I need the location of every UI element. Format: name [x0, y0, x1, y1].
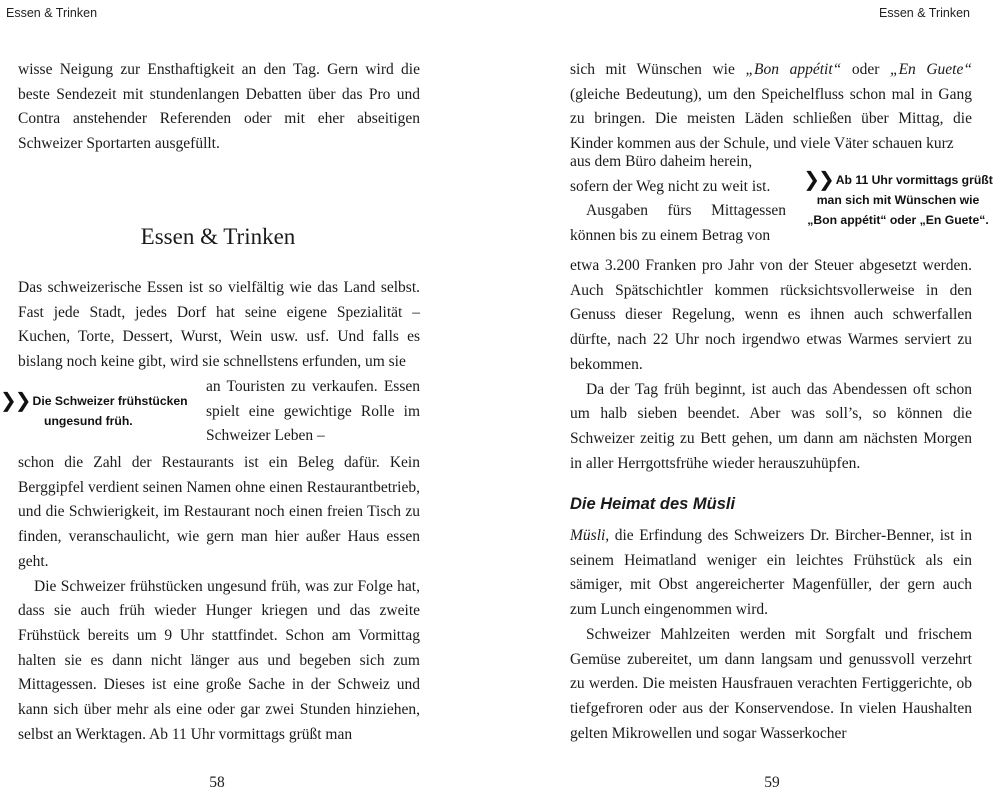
paragraph-1-wrap	[206, 375, 420, 449]
right-page	[500, 0, 1000, 800]
italic-phrase: „En Guete“	[889, 61, 972, 78]
paragraph: an Touristen zu verkaufen. Essen spielt eine gewichtige Rolle im Schweizer Leben –	[206, 378, 420, 445]
text-run: sich mit Wünschen wie	[570, 61, 746, 78]
paragraph: Schweizer Mahlzeiten werden mit Sorgfalt und frischem Gemüse zubereitet, um dann langsam und genussvoll verzehrt zu werden. Die meisten Hausfrauen verachten Fertiggerichte, ob tiefgefroren oder aus der Konservendose. In vielen Haushalten gelten Mikrowellen und sogar Wasserkocher	[570, 625, 972, 742]
chapter-title: Essen & Trinken	[140, 224, 296, 249]
text-run: (gleiche Bedeutung), um den Speichelfluss schon mal in Gang zu bringen. Die meisten Läden schließen über Mittag, die Kinder kommen aus der Schule, und viele Väter schauen kurz	[570, 85, 972, 153]
pull-quote-line-1: Ab 11 Uhr vormittags grüßt	[835, 173, 993, 187]
right-paragraph-muesli	[570, 524, 972, 746]
paragraph: etwa 3.200 Franken pro Jahr von der Steuer abgesetzt werden. Auch Spätschichtler kommen rücksichtsvollerweise in den Genuss dieser Regelung, wenn es ihnen auch schwerfallen dürfte, nach 22 Uhr noch irgendwo etwas Warmes serviert zu bekommen.	[570, 257, 972, 373]
paragraph: aus dem Büro daheim herein, sofern der Weg nicht zu weit ist.	[570, 153, 771, 195]
page-number-right: 59	[764, 774, 780, 791]
right-paragraph-1-top	[570, 58, 972, 157]
pull-quote-line-2: ungesund früh.	[44, 414, 133, 428]
paragraph: wisse Neigung zur Ensthaftigkeit an den Tag. Gern wird die beste Sendezeit mit stundenlangen Debatten über das Pro und Contra anstehender Referenden oder mit eher abseitigen Schweizer Sportarten ausgefüllt.	[18, 61, 420, 153]
italic-term: Müsli,	[570, 527, 610, 544]
double-chevron-icon: ❯❯	[803, 169, 833, 191]
paragraph: schon die Zahl der Restaurants ist ein Beleg dafür. Kein Berggipfel verdient seinen Namen ohne einen Restaurantbetrieb, und die Schwierigkeit, im Restaurant noch einen freien Tisch zu finden, veranschaulicht, wie gern man hier außer Haus essen geht.	[18, 454, 420, 570]
paragraph-1-bottom	[18, 451, 420, 747]
italic-phrase: „Bon appétit“	[745, 61, 842, 78]
pull-quote-line-2: man sich mit Wünschen wie	[816, 193, 980, 207]
section-title: Die Heimat des Müsli	[570, 495, 736, 513]
pull-quote-right	[796, 170, 1000, 230]
paragraph-1-top	[18, 276, 420, 375]
paragraph	[570, 524, 972, 623]
right-paragraph-wrap	[570, 150, 786, 249]
right-paragraph-2-bottom	[570, 254, 972, 476]
double-chevron-icon: ❯❯	[0, 390, 30, 412]
pull-quote-line-3: „Bon appétit“ oder „En Guete“.	[807, 213, 989, 227]
running-head-left: Essen & Trinken	[6, 6, 98, 20]
top-paragraph	[18, 58, 420, 157]
running-head-right: Essen & Trinken	[878, 6, 970, 20]
paragraph: Da der Tag früh beginnt, ist auch das Abendessen oft schon um halb sieben beendet. Aber was soll’s, so können die Schweizer zeitig zu Bett gehen, um dann am nächsten Morgen in aller Herrgottsfrühe wieder herauszuhüpfen.	[570, 380, 972, 472]
page-number-left: 58	[209, 774, 225, 791]
pull-quote-line-1: Die Schweizer frühstücken	[32, 394, 188, 408]
paragraph-2: Die Schweizer frühstücken ungesund früh, was zur Folge hat, dass sie auch früh wieder Hunger kriegen und das zweite Frühstück bereits um 9 Uhr stattfindet. Schon am Vormittag halten sie es dann nicht länger aus und begeben sich zum Mittagessen. Dieses ist eine große Sache in der Schweiz und kann sich über mehr als eine oder gar zwei Stunden hinziehen, selbst an Werktagen. Ab 11 Uhr vormittags grüßt man	[18, 577, 420, 743]
text-run: oder	[841, 61, 890, 78]
paragraph: Ausgaben fürs Mittagessen können bis zu einem Betrag von	[570, 202, 786, 245]
pull-quote-left	[0, 391, 200, 431]
paragraph: Das schweizerische Essen ist so vielfältig wie das Land selbst. Fast jede Stadt, jedes Dorf hat seine eigene Spezialität – Kuchen, Torte, Dessert, Wurst, Wein usw. usf. Und falls es bislang noch keine gibt, wird sie schnellstens erfunden, um sie	[18, 279, 420, 371]
paragraph	[570, 58, 972, 157]
text-run: die Erfindung des Schweizers Dr. Bircher-Benner, ist in seinem Heimatland weniger ein leichtes Frühstück als ein sämiger, mit Obst angereicherter Magenfüller, der gern auch zum Lunch eingenommen wird.	[570, 527, 972, 619]
